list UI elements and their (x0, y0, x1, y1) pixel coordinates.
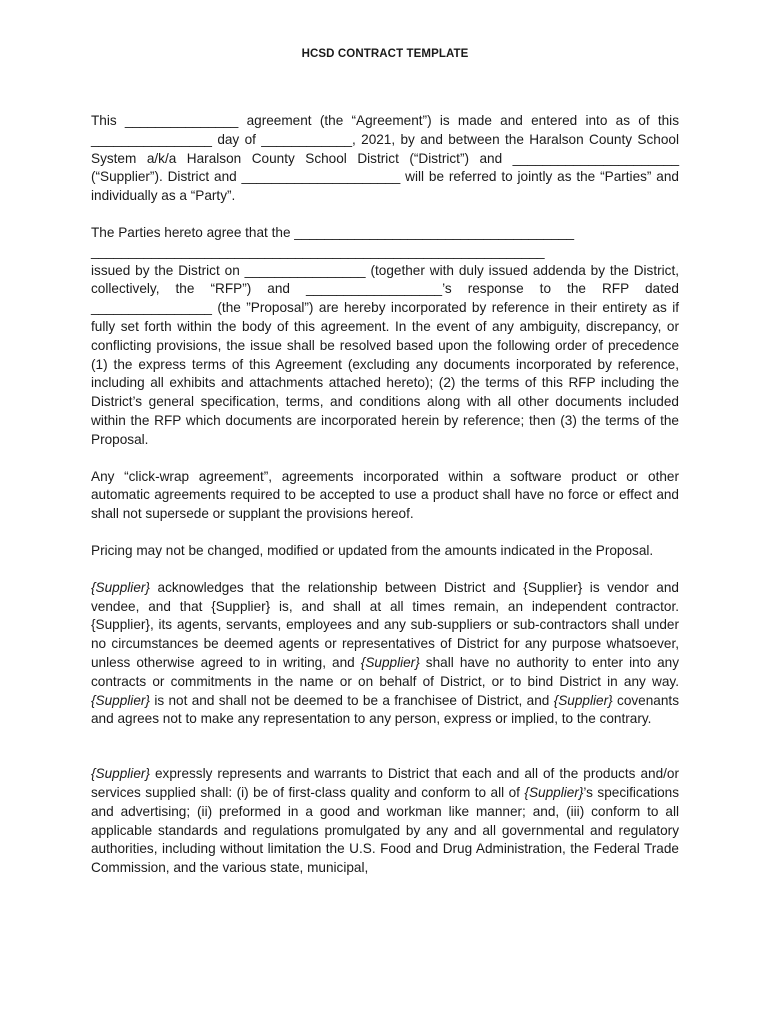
paragraph-agreement-intro: This _______________ agreement (the “Agreement”) is made and entered into as of this ________________ day of ____________, 2021, by and between the Haralson County School System a/k/a Haralson County School District (“District”) and ______________________ (“Supplier”). District and _____________________ will be referred to jointly as the “Parties” and individually as a “Party”. (91, 113, 679, 204)
supplier-placeholder: {Supplier} (91, 692, 150, 708)
relationship-text-a: acknowledges that the relationship between District and {Supplier} is vendor and vendee, and that {Supplier} is, and shall at all times remain, an independent contractor. {Supplier}, its agents, servants, employees and any sub-suppliers or sub-contractors shall under no circumstances be deemed agents or representatives of District for any purpose whatsoever, unless otherwise agreed to in writing, and (91, 579, 679, 670)
incorporation-line-1: The Parties hereto agree that the _____________________________________ (91, 224, 575, 240)
incorporation-rest: issued by the District on ________________ (together with duly issued addenda by the District, collectively, the “RFP”) and __________________’s response to the RFP dated ________________ (the ”Proposal”) are hereby incorporated by reference in their entirety as if fully set forth within the body of this agreement. In the event of any ambiguity, discrepancy, or conflicting provisions, the issue shall be resolved based upon the following order of precedence (1) the express terms of this Agreement (excluding any documents incorporated by reference, including all exhibits and attachments attached hereto); (2) the terms of this RFP including the District’s general specification, terms, and conditions along with all other documents included within the RFP which documents are incorporated herein by reference; then (3) the terms of the Proposal. (91, 262, 679, 447)
relationship-text-b: shall have no authority to enter into any contracts or commitments in the name or on behalf of District, or to bind District in any way. (91, 654, 679, 689)
paragraph-click-wrap: Any “click-wrap agreement”, agreements incorporated within a software product or other automatic agreements required to be accepted to use a product shall have no force or effect and shall not supersede or supplant the provisions hereof. (91, 468, 679, 522)
supplier-placeholder: {Supplier} (91, 766, 150, 782)
paragraph-warranty (91, 765, 679, 878)
paragraph-incorporation (91, 224, 679, 450)
supplier-placeholder: {Supplier} (524, 784, 584, 800)
warranty-text-b: ’s specifications and advertising; (ii) preformed in a good and workman like manner; and, (iii) conform to all applicable standards and regulations promulgated by any and all governmental and regulatory authorities, including without limitation the U.S. Food and Drug Administration, the Federal Trade Commission, and the various state, municipal, (91, 784, 680, 876)
document-body (91, 112, 679, 896)
supplier-placeholder: {Supplier} (360, 654, 420, 670)
supplier-placeholder: {Supplier} (91, 579, 150, 595)
paragraph-relationship (91, 579, 679, 729)
incorporation-line-2: ____________________________________________________________ (91, 243, 545, 259)
supplier-placeholder: {Supplier} (553, 692, 613, 708)
document-title: HCSD CONTRACT TEMPLATE (301, 48, 469, 60)
relationship-text-d: covenants and agrees not to make any representation to any person, express or implied, to the contrary. (91, 692, 679, 727)
paragraph-pricing: Pricing may not be changed, modified or updated from the amounts indicated in the Proposal. (91, 542, 654, 558)
relationship-text-c: is not and shall not be deemed to be a franchisee of District, and (149, 692, 554, 708)
warranty-text-a: expressly represents and warrants to District that each and all of the products and/or services supplied shall: (i) be of first-class quality and conform to all of (91, 766, 679, 800)
